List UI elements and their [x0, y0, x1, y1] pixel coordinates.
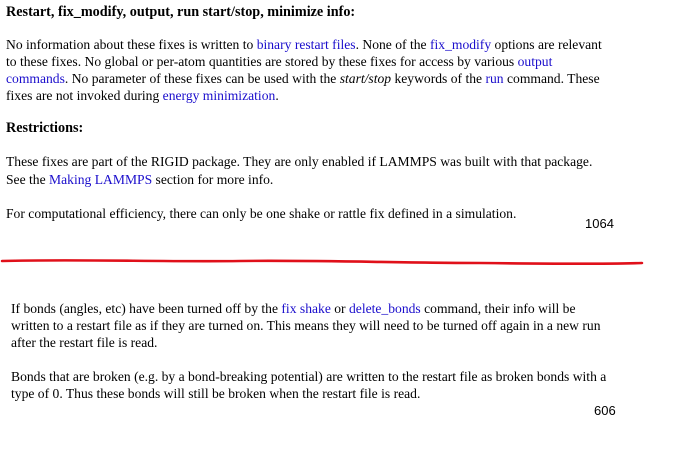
- link-fix-shake[interactable]: fix shake: [281, 301, 331, 316]
- para1-line4: [6, 87, 279, 104]
- restrictions-heading: Restrictions:: [6, 120, 84, 136]
- text-span: command. These: [503, 71, 600, 86]
- link-energy-minimization[interactable]: energy minimization: [162, 88, 276, 103]
- text-span: No information about these fixes is written to: [6, 37, 257, 52]
- link-delete-bonds[interactable]: delete_bonds: [348, 301, 421, 316]
- para1-line2: [6, 53, 552, 70]
- s2-para1-line3: after the restart file is read.: [11, 335, 158, 350]
- section-heading-restart-info: Restart, fix_modify, output, run start/stop, minimize info:: [6, 4, 356, 20]
- s2-para1-line2: written to a restart file as if they are turned on. This means they will need to be turned off again in a new run: [11, 318, 601, 333]
- text-span: to these fixes. No global or per-atom quantities are stored by these fixes for access by various: [6, 54, 518, 69]
- link-run[interactable]: run: [485, 71, 504, 86]
- text-span: section for more info.: [152, 172, 274, 187]
- link-making-lammps[interactable]: Making LAMMPS: [49, 172, 153, 187]
- text-span: If bonds (angles, etc) have been turned off by the: [11, 301, 282, 316]
- text-span: . None of the: [355, 37, 430, 52]
- s2-para2-line1: Bonds that are broken (e.g. by a bond-breaking potential) are written to the restart file as broken bonds with a: [11, 369, 607, 384]
- page-number-1064: 1064: [585, 216, 614, 231]
- s2-para2-line2: type of 0. Thus these bonds will still be broken when the restart file is read.: [11, 386, 421, 401]
- text-span: or: [330, 301, 349, 316]
- page-number-606: 606: [594, 403, 616, 418]
- text-span: command, their info will be: [420, 301, 576, 316]
- text-span: fixes are not invoked during: [6, 88, 163, 103]
- para2-line1: These fixes are part of the RIGID package. They are only enabled if LAMMPS was built with that package.: [6, 154, 593, 169]
- link-commands[interactable]: commands: [6, 71, 65, 86]
- para1-line1: [6, 36, 602, 53]
- link-fix-modify[interactable]: fix_modify: [429, 37, 492, 52]
- text-span: keywords of the: [391, 71, 486, 86]
- para3-line1: For computational efficiency, there can only be one shake or rattle fix defined in a simulation.: [6, 206, 517, 221]
- text-span: options are relevant: [491, 37, 602, 52]
- text-span: . No parameter of these fixes can be used with the: [64, 71, 340, 86]
- link-binary-restart-files[interactable]: binary restart files: [256, 37, 356, 52]
- s2-para1-line1: [11, 300, 576, 317]
- text-span: See the: [6, 172, 50, 187]
- emphasis-start-stop: start/stop: [339, 71, 392, 86]
- para1-line3: [6, 70, 600, 87]
- para2-line2: [6, 171, 273, 188]
- link-output[interactable]: output: [517, 54, 553, 69]
- text-span: .: [275, 88, 279, 103]
